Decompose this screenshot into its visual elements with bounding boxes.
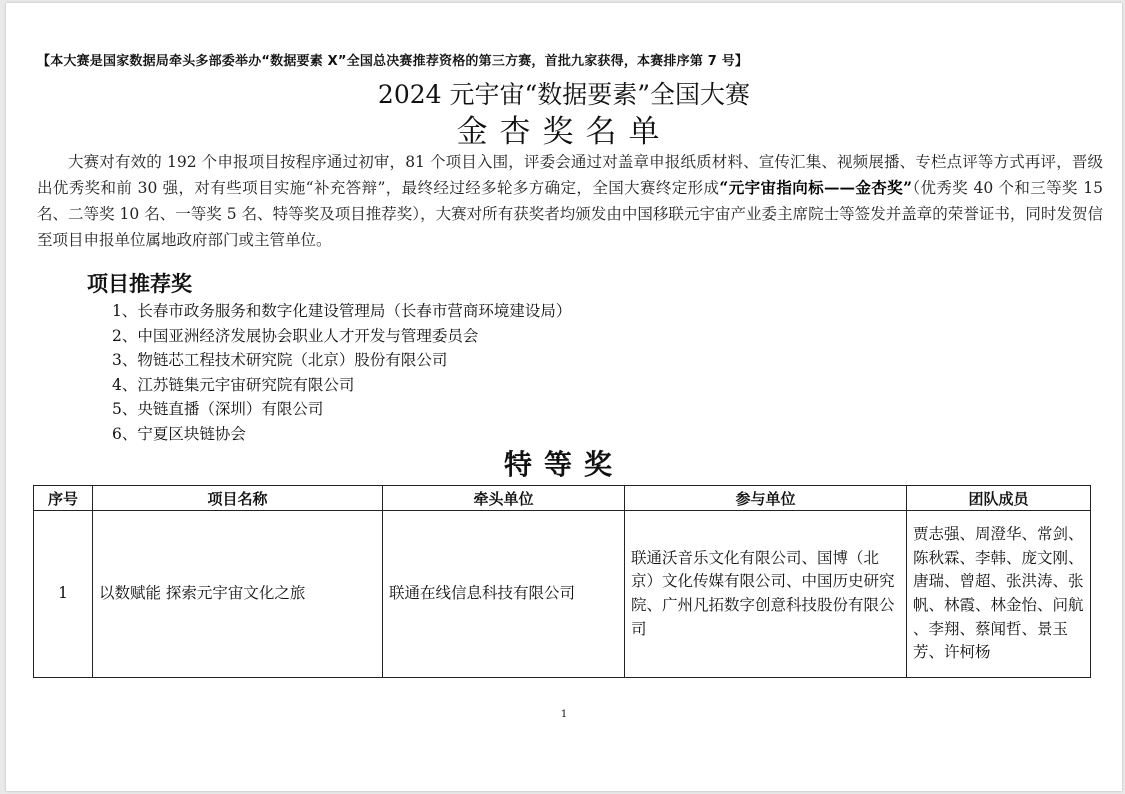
table-header-row <box>34 486 1091 511</box>
column-header-lead-unit: 牵头单位 <box>383 486 625 511</box>
cell-no: 1 <box>34 511 93 678</box>
list-item: 2、中国亚洲经济发展协会职业人才开发与管理委员会 <box>112 326 479 345</box>
intro-paragraph <box>37 149 1103 253</box>
list-item: 1、长春市政务服务和数字化建设管理局（长春市营商环境建设局） <box>112 302 572 320</box>
recommended-list <box>112 299 571 447</box>
cell-participating-units: 联通沃音乐文化有限公司、国博（北京）文化传媒有限公司、中国历史研究院、广州凡拓数字创意科技股份有限公司 <box>625 511 907 678</box>
cell-lead-unit: 联通在线信息科技有限公司 <box>383 511 625 678</box>
intro-text-part1: 大赛对有效的 192 个申报项目按程序通过初审，81 个项目入围，评委会通过对盖章申报纸质材料、宣传汇集、视频展播、专栏点评等方式再评，晋级出优秀奖和前 30 强，对有些项目实施“补充答辩”，最终经过经多轮多方确定，全国大赛终定形成 <box>37 153 1103 197</box>
list-item: 5、央链直播（深圳）有限公司 <box>112 400 324 419</box>
special-award-title: 特等奖 <box>503 448 624 481</box>
cell-team-members: 贾志强、周澄华、常剑、陈秋霖、李韩、庞文刚、唐瑞、曾超、张洪涛、张帆、林霞、林金怡、问航 、李翔、蔡闻哲、景玉芳、许柯杨 <box>907 511 1091 678</box>
document-page <box>6 3 1122 791</box>
column-header-participating-units: 参与单位 <box>625 486 907 511</box>
special-award-table <box>33 485 1091 678</box>
intro-text-part2: （优秀奖 40 个和三等奖 15 名、二等奖 10 名、一等奖 5 名、特等奖及项目推荐奖），大赛对所有获奖者均颁发由中国移联元宇宙产业委主席院士等签发并盖章的荣誉证书，同时发贺信至项目申报单位属地政府部门或主管单位。 <box>37 179 1103 249</box>
table-row <box>34 511 1091 678</box>
column-header-project-name: 项目名称 <box>93 486 383 511</box>
header-notice: 【本大赛是国家数据局牵头多部委举办“数据要素 X”全国总决赛推荐资格的第三方赛，首批九家获得，本赛排序第 7 号】 <box>37 54 749 69</box>
document-subtitle: 金杏奖名单 <box>456 114 672 150</box>
document-title: 2024 元宇宙“数据要素”全国大赛 <box>377 80 751 109</box>
page-number: 1 <box>560 709 568 720</box>
list-item: 6、宁夏区块链协会 <box>112 424 246 443</box>
intro-highlight: “元宇宙指向标——金杏奖” <box>719 178 912 197</box>
cell-project-name: 以数赋能 探索元宇宙文化之旅 <box>93 511 383 678</box>
recommended-section-title: 项目推荐奖 <box>87 272 192 296</box>
column-header-no: 序号 <box>34 486 93 511</box>
list-item: 3、物链芯工程技术研究院（北京）股份有限公司 <box>112 351 448 370</box>
list-item: 4、江苏链集元宇宙研究院有限公司 <box>112 375 355 394</box>
column-header-team-members: 团队成员 <box>907 486 1091 511</box>
